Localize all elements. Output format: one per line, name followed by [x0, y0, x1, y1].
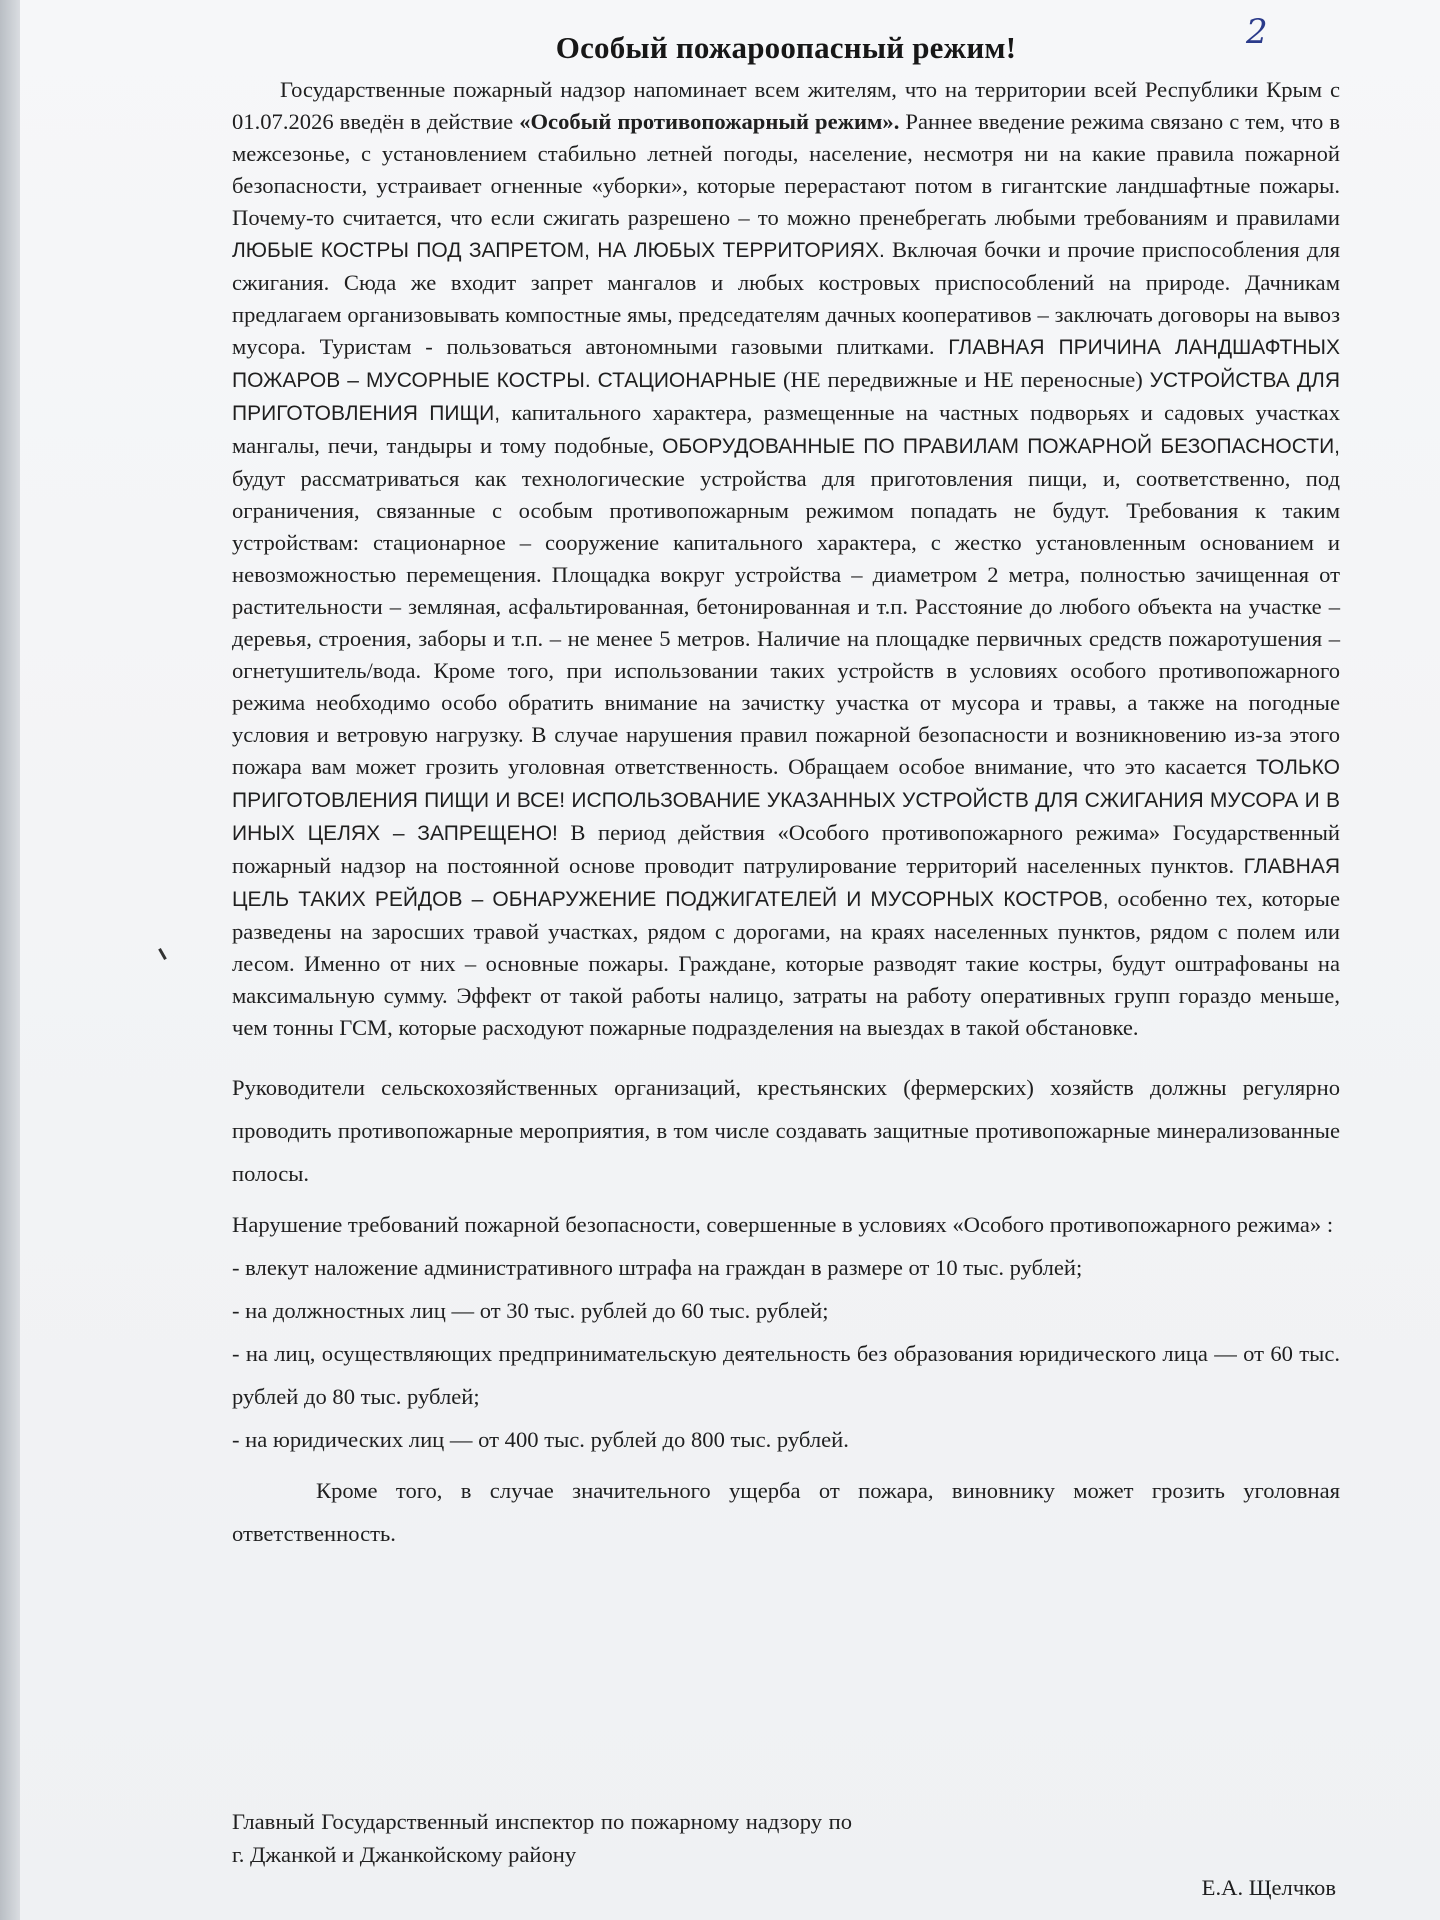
signature-block	[232, 1805, 1340, 1900]
emphasis-caps-text: УСТРОЙСТВА ДЛЯ ПРИГОТОВЛЕНИЯ ПИЩИ,	[232, 369, 1340, 425]
document-title: Особый пожароопасный режим!	[555, 30, 1017, 65]
underlying-sheet-edge	[0, 0, 22, 1920]
criminal-liability-note: Кроме того, в случае значительного ущерба от пожара, виновнику может грозить уголовная ответственность.	[232, 1478, 1340, 1546]
body-text: Государственные пожарный надзор напоминает всем жителям, что на территории всей Республики Крым с 01.07.2026 введён в действие	[232, 77, 1340, 134]
fine-item: - на должностных лиц — от 30 тыс. рублей до 60 тыс. рублей;	[232, 1298, 829, 1323]
body-text: будут рассматриваться как технологические устройства для приготовления пищи, и, соответственно, под ограничения, связанные с особым противопожарным режимом попадать не будут. Требования к таким устройствам: стационарное – сооружение капитального характера, с жестко установленным основанием и невозможностью перемещения. Площадка вокруг устройства – диаметром 2 метра, полностью зачищенная от растительности – земляная, асфальтированная, бетонированная и т.п. Расстояние до любого объекта на участке – деревья, строения, заборы и т.п. – не менее 5 метров. Наличие на площадке первичных средств пожаротушения – огнетушитель/вода. Кроме того, при использовании таких устройств в условиях особого противопожарного режима необходимо особо обратить внимание на зачистку участка от мусора и травы, а также на погодные условия и ветровую нагрузку. В случае нарушения правил пожарной безопасности и возникновению из-за этого пожара вам может грозить уголовная ответственность. Обращаем особое внимание, что это касается	[232, 466, 1340, 779]
emphasis-caps-text: ЛЮБЫЕ КОСТРЫ ПОД ЗАПРЕТОМ, НА ЛЮБЫХ ТЕРРИТОРИЯХ.	[232, 239, 885, 262]
body-text: (НЕ передвижные и НЕ переносные)	[776, 367, 1150, 392]
body-text: капитального характера, размещенные на частных подворьях и садовых участках мангалы, печи, тандыры и тому подобные,	[232, 400, 1341, 458]
emphasis-bold-text: «Особый противопожарный режим».	[519, 109, 900, 134]
body-text: Включая бочки и прочие приспособления для сжигания. Сюда же входит запрет мангалов и любых костровых приспособлений на природе. Дачникам предлагаем организовывать компостные ямы, председателям дачных кооперативов – заключать договоры на вывоз мусора. Туристам - пользоваться автономными газовыми плитками.	[232, 237, 1340, 359]
body-text: Раннее введение режима связано с тем, что в межсезонье, с установлением стабильно летней погоды, население, несмотря ни на какие правила пожарной безопасности, устраивает огненные «уборки», которые перерастают потом в гигантские ландшафтные пожары. Почему-то считается, что если сжигать разрешено – то можно пренебрегать любыми требованиям и правилами	[232, 109, 1340, 230]
signatory-title: Главный Государственный инспектор по пожарному надзору по г. Джанкой и Джанкойскому району	[232, 1809, 852, 1867]
signatory-name: Е.А. Щелчков	[1201, 1875, 1336, 1900]
fine-item: - на лиц, осуществляющих предпринимательскую деятельность без образования юридического лица — от 60 тыс. рублей до 80 тыс. рублей;	[232, 1341, 1340, 1409]
document-body	[232, 30, 1340, 1555]
emphasis-caps-text: ГЛАВНАЯ ПРИЧИНА ЛАНДШАФТНЫХ ПОЖАРОВ – МУСОРНЫЕ КОСТРЫ. СТАЦИОНАРНЫЕ	[232, 336, 1340, 392]
agriculture-paragraph: Руководители сельскохозяйственных организаций, крестьянских (фермерских) хозяйств должны регулярно проводить противопожарные мероприятия, в том числе создавать защитные противопожарные минерализованные полосы.	[232, 1075, 1340, 1186]
fines-list	[232, 1246, 1340, 1461]
fine-item: - влекут наложение административного штрафа на граждан в размере от 10 тыс. рублей;	[232, 1255, 1083, 1280]
emphasis-caps-text: ОБОРУДОВАННЫЕ ПО ПРАВИЛАМ ПОЖАРНОЙ БЕЗОПАСНОСТИ,	[662, 435, 1340, 458]
violations-intro: Нарушение требований пожарной безопасности, совершенные в условиях «Особого противопожарного режима» :	[232, 1212, 1334, 1237]
pen-mark	[158, 948, 167, 960]
body-text: особенно тех, которые разведены на заросших травой участках, рядом с дорогами, на краях населенных пунктов, рядом с полем или лесом. Именно от них – основные пожары. Граждане, которые разводят такие костры, будут оштрафованы на максимальную сумму. Эффект от такой работы налицо, затраты на работу оперативных групп гораздо меньше, чем тонны ГСМ, которые расходуют пожарные подразделения на выездах в такой обстановке.	[232, 886, 1340, 1040]
emphasis-caps-text: ГЛАВНАЯ ЦЕЛЬ ТАКИХ РЕЙДОВ – ОБНАРУЖЕНИЕ ПОДЖИГАТЕЛЕЙ И МУСОРНЫХ КОСТРОВ,	[232, 855, 1340, 911]
main-paragraph	[232, 74, 1340, 1044]
handwritten-page-number: 2	[1246, 12, 1268, 52]
body-text: В период действия «Особого противопожарного режима» Государственный пожарный надзор на постоянной основе проводит патрулирование территорий населенных пунктов.	[232, 820, 1340, 878]
emphasis-caps-text: ТОЛЬКО ПРИГОТОВЛЕНИЯ ПИЩИ И ВСЕ! ИСПОЛЬЗОВАНИЕ УКАЗАННЫХ УСТРОЙСТВ ДЛЯ СЖИГАНИЯ МУСОРА И В ИНЫХ ЦЕЛЯХ – ЗАПРЕЩЕНО!	[232, 756, 1340, 845]
fine-item: - на юридических лиц — от 400 тыс. рублей до 800 тыс. рублей.	[232, 1427, 849, 1452]
